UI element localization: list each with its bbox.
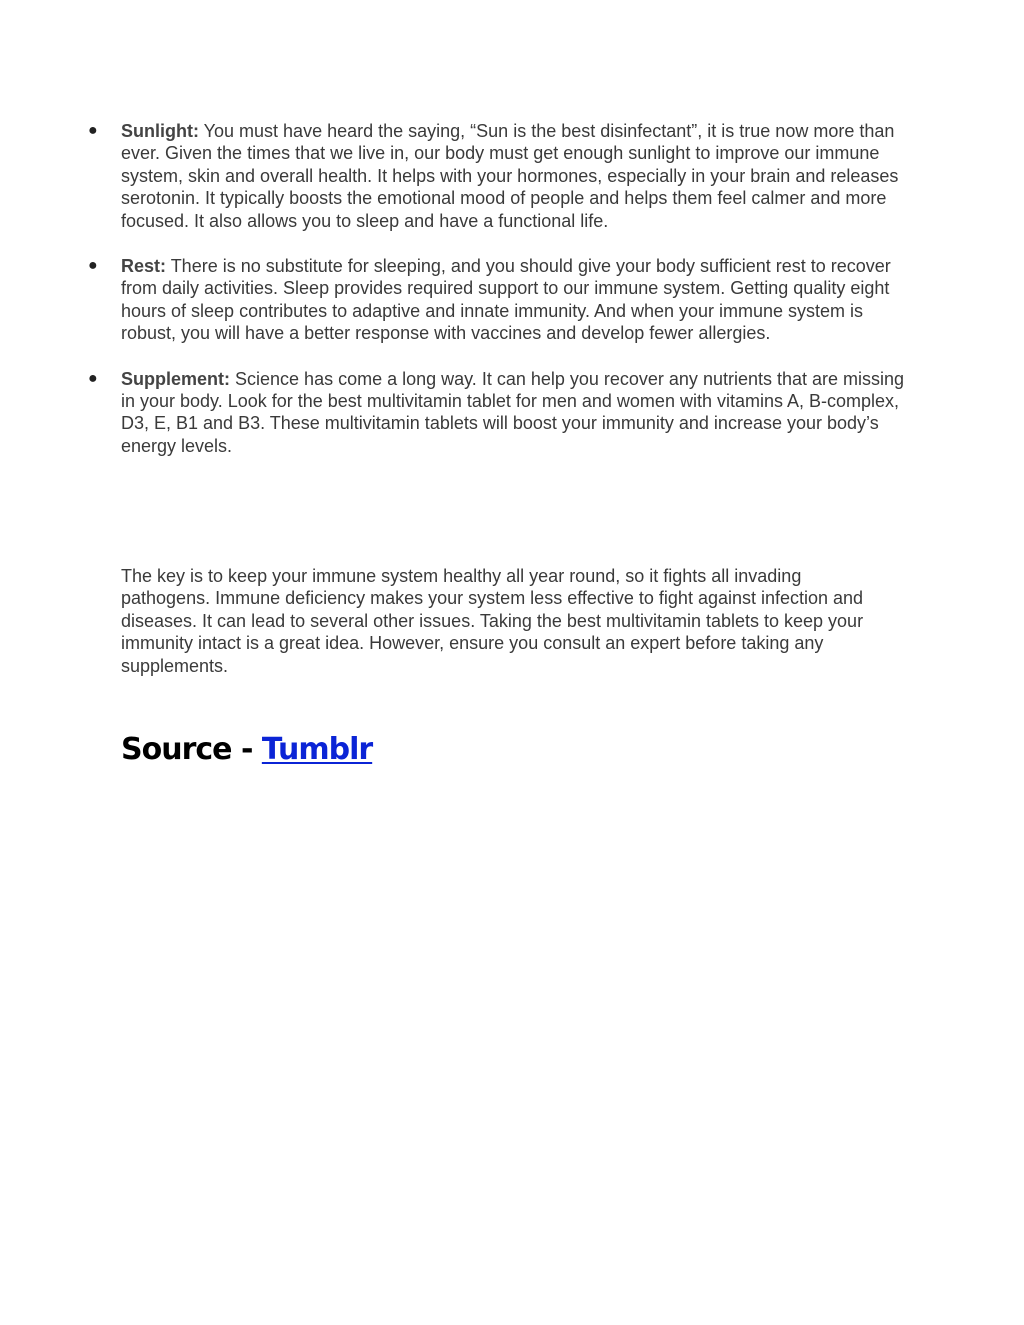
- list-item-supplement: [0, 368, 911, 458]
- bullet-icon: ●: [88, 369, 98, 387]
- bullet-text: Science has come a long way. It can help you recover any nutrients that are missing in your body. Look for the best multivitamin tablet for men and women with vitamins A, B-complex, D3, E, B1 and B3. These multivitamin tablets will boost your immunity and increase your body’s energy levels.: [121, 368, 905, 456]
- bullet-text: There is no substitute for sleeping, and you should give your body sufficient rest to recover from daily activities. Sleep provides required support to our immune system. Getting quality eight hours of sleep contributes to adaptive and innate immunity. And when your immune system is robust, you will have a better response with vaccines and develop fewer allergies.: [121, 256, 891, 344]
- bullet-heading: Sunlight:: [121, 121, 199, 141]
- bullet-text: You must have heard the saying, “Sun is the best disinfectant”, it is true now more than ever. Given the times that we live in, our body must get enough sunlight to improve our immune system, skin and overall health. It helps with your hormones, especially in your brain and releases serotonin. It typically boosts the emotional mood of people and helps them feel calmer and more focused. It also allows you to sleep and have a functional life.: [121, 121, 899, 231]
- tips-list: [0, 120, 1024, 480]
- closing-paragraph: The key is to keep your immune system healthy all year round, so it fights all invading pathogens. Immune deficiency makes your system less effective to fight against infection and diseases. It can lead to several other issues. Taking the best multivitamin tablets to keep your immunity intact is a great idea. However, ensure you consult an expert before taking any supplements.: [121, 566, 864, 676]
- list-item-sunlight: [0, 120, 911, 232]
- list-item-rest: [0, 255, 911, 345]
- source-line: [121, 732, 372, 767]
- source-link-tumblr[interactable]: Tumblr: [261, 732, 373, 767]
- bullet-heading: Rest:: [121, 256, 167, 277]
- source-prefix: Source -: [121, 732, 262, 767]
- bullet-icon: ●: [88, 122, 98, 139]
- bullet-icon: ●: [88, 257, 98, 275]
- bullet-heading: Supplement:: [121, 368, 231, 389]
